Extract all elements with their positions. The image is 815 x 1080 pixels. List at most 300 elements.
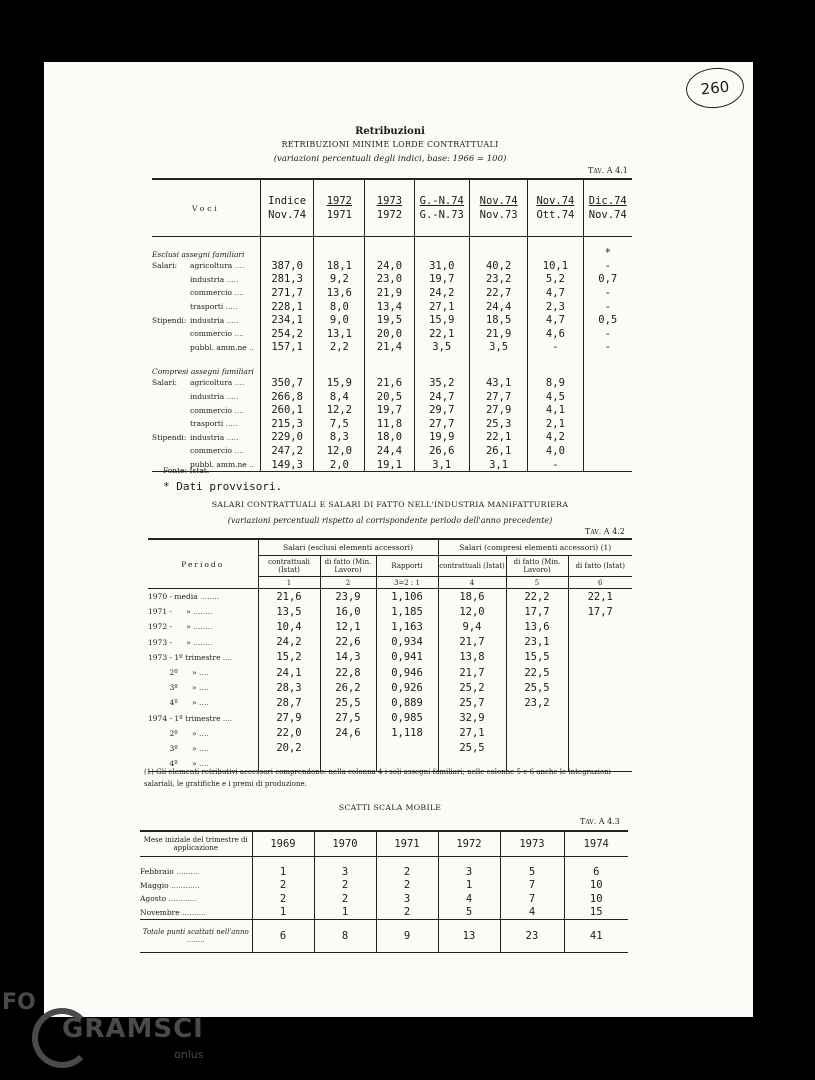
col-header: [414, 179, 469, 237]
table-cell: 247,2: [260, 444, 314, 458]
empty-cell: [260, 354, 314, 376]
row-label: [140, 865, 252, 879]
row-category: Salari:: [152, 261, 177, 271]
leader-dots: ........: [193, 607, 213, 617]
empty-cell: [314, 237, 365, 260]
leader-dots: ....: [234, 261, 245, 271]
month-label: Febbraio: [140, 867, 174, 877]
table1-title: RETRIBUZIONI MINIME LORDE CONTRATTUALI: [281, 140, 499, 149]
table-cell: [583, 390, 632, 404]
table-cell: 43,1: [469, 376, 527, 390]
table-cell: 2,0: [314, 458, 365, 472]
table-cell: 266,8: [260, 390, 314, 404]
table-row: [140, 892, 628, 906]
table-cell: 0,946: [376, 665, 438, 680]
table-cell: 0,926: [376, 680, 438, 695]
table-cell: 4,1: [528, 403, 583, 417]
table-cell: [376, 741, 438, 756]
leader-dots: ............: [168, 894, 198, 904]
table-cell: 21,7: [438, 665, 506, 680]
col-number: 6: [568, 577, 632, 589]
table-cell: 19,5: [365, 313, 414, 327]
table-cell: 2,2: [314, 341, 365, 355]
period-label: 1973 - »: [148, 637, 191, 647]
table-cell: 26,1: [469, 444, 527, 458]
col-header: [260, 179, 314, 237]
table-row: [152, 376, 632, 390]
table-cell: 22,0: [258, 726, 320, 741]
row-item: industria: [190, 315, 225, 325]
table-cell: [568, 635, 632, 650]
row-category: Stipendi:: [152, 432, 187, 442]
table-cell: 1,118: [376, 726, 438, 741]
table-cell: 4: [438, 892, 500, 906]
table-cell: 12,1: [320, 619, 376, 634]
table-cell: 12,2: [314, 403, 365, 417]
table-row: [140, 906, 628, 920]
row-label: [140, 892, 252, 906]
table-cell: 23,1: [506, 635, 568, 650]
table-cell: [506, 741, 568, 756]
leader-dots: ..: [249, 342, 254, 352]
table-cell: 0,941: [376, 650, 438, 665]
empty-cell: [528, 354, 583, 376]
table-cell: 21,6: [365, 376, 414, 390]
table-row: [152, 327, 632, 341]
table-row: [148, 726, 632, 741]
table-cell: 27,7: [469, 390, 527, 404]
period-label: 4º »: [148, 698, 197, 708]
table-cell: -: [528, 458, 583, 472]
leader-dots: ....: [199, 698, 209, 708]
table-row: [152, 300, 632, 314]
table-cell: 2: [376, 906, 438, 920]
col-header-bottom: Ott.74: [536, 209, 575, 221]
table-cell: 18,6: [438, 589, 506, 605]
table-cell: [568, 711, 632, 726]
table-cell: 25,5: [438, 741, 506, 756]
sub-header: di fatto (Istat): [568, 556, 632, 577]
empty-cell: [564, 857, 628, 866]
table-cell: 13,1: [314, 327, 365, 341]
leader-dots: ....: [234, 378, 245, 388]
table-cell: [583, 376, 632, 390]
group-row: [152, 354, 632, 376]
table-cell: 1: [314, 906, 376, 920]
table-row: [152, 403, 632, 417]
table-row: [148, 650, 632, 665]
table-cell: 22,1: [469, 431, 527, 445]
table-cell: 16,0: [320, 604, 376, 619]
table-cell: 157,1: [260, 341, 314, 355]
col-header-top: Indice: [268, 195, 307, 207]
table1-source: Fonte: Istat.: [163, 466, 210, 475]
table-cell: -: [583, 259, 632, 273]
leader-dots: ....: [234, 288, 245, 298]
row-label: [140, 906, 252, 920]
col-header: [314, 179, 365, 237]
table-cell: 19,9: [414, 431, 469, 445]
table-cell: 1: [438, 879, 500, 893]
table-cell: 27,7: [414, 417, 469, 431]
table-cell: 4,5: [528, 390, 583, 404]
table-row: [152, 390, 632, 404]
table-cell: [583, 403, 632, 417]
table3-title: SCATTI SCALA MOBILE: [338, 803, 442, 812]
table-cell: 24,4: [469, 300, 527, 314]
empty-cell: [376, 857, 438, 866]
table-row: [152, 431, 632, 445]
row-label: [148, 589, 258, 605]
table-cell: 24,4: [365, 444, 414, 458]
row-label: [148, 726, 258, 741]
col-number: 2: [320, 577, 376, 589]
table-cell: 2: [252, 892, 314, 906]
table-cell: 271,7: [260, 286, 314, 300]
table-cell: 22,6: [320, 635, 376, 650]
row-label: [148, 635, 258, 650]
col-header-top: 1972: [326, 195, 352, 207]
total-cell: 6: [252, 920, 314, 953]
sub-header: contrattuali (Istat): [258, 556, 320, 577]
period-label: 3º »: [148, 743, 197, 753]
empty-cell: [252, 857, 314, 866]
period-label: 1972 - »: [148, 622, 191, 632]
table-cell: 9,4: [438, 619, 506, 634]
table-cell: 27,5: [320, 711, 376, 726]
page-number: 260: [684, 65, 746, 111]
total-cell: 23: [500, 920, 564, 953]
leader-dots: ....: [234, 405, 245, 415]
table-cell: 1: [252, 865, 314, 879]
table-cell: 31,0: [414, 259, 469, 273]
table-cell: -: [583, 327, 632, 341]
row-item: agricoltura: [190, 378, 233, 388]
table-cell: 24,1: [258, 665, 320, 680]
sub-header: di fatto (Min. Lavoro): [506, 556, 568, 577]
table-row: [140, 865, 628, 879]
table-cell: 387,0: [260, 259, 314, 273]
table-cell: 15,5: [506, 650, 568, 665]
header-periodo: Periodo: [148, 539, 258, 589]
col-header-bottom: 1971: [326, 209, 352, 221]
table2-subtitle: (variazioni percentuali rispetto al corrispondente periodo dell'anno precedente): [227, 516, 553, 525]
row-item: industria: [190, 274, 225, 284]
table-cell: 10,4: [258, 619, 320, 634]
table-cell: 1,106: [376, 589, 438, 605]
period-label: 1974 - 1º trimestre: [148, 713, 221, 723]
leader-dots: ....: [199, 683, 209, 693]
table-cell: 25,5: [506, 680, 568, 695]
table-cell: 22,2: [506, 589, 568, 605]
row-label: [152, 417, 260, 431]
table-cell: 7,5: [314, 417, 365, 431]
table-cell: 19,1: [365, 458, 414, 472]
table-cell: 18,0: [365, 431, 414, 445]
row-label: [148, 604, 258, 619]
table-cell: 2,3: [528, 300, 583, 314]
table-cell: 17,7: [568, 604, 632, 619]
table-cell: 22,1: [414, 327, 469, 341]
leader-dots: ............: [171, 880, 200, 890]
table-row: [148, 695, 632, 710]
row-item: commercio: [190, 288, 233, 298]
table1-tav: Tav. A 4.1: [588, 166, 628, 175]
period-label: 1973 - 1º trimestre: [148, 652, 221, 662]
total-row: [140, 920, 628, 953]
table-cell: 15,9: [314, 376, 365, 390]
row-label: [152, 286, 260, 300]
period-label: 1971 - »: [148, 607, 191, 617]
table-cell: 2: [376, 879, 438, 893]
period-label: 1970 - media: [148, 592, 198, 602]
table-cell: 18,1: [314, 259, 365, 273]
table-cell: 2: [376, 865, 438, 879]
table-cell: 3: [438, 865, 500, 879]
period-label: 3º »: [148, 683, 197, 693]
row-item: commercio: [190, 329, 233, 339]
year-header: 1971: [376, 831, 438, 857]
table-cell: 5,2: [528, 273, 583, 287]
col-number: 4: [438, 577, 506, 589]
row-item: agricoltura: [190, 261, 233, 271]
table-cell: 260,1: [260, 403, 314, 417]
table-cell: 8,4: [314, 390, 365, 404]
spacer-row: [140, 857, 628, 866]
table-cell: 1: [252, 906, 314, 920]
table-cell: [583, 458, 632, 472]
table-cell: 13,5: [258, 604, 320, 619]
empty-cell: [365, 237, 414, 260]
col-number: 3=2 : 1: [376, 577, 438, 589]
table-cell: [568, 680, 632, 695]
table-cell: 4: [500, 906, 564, 920]
table-cell: 3,1: [469, 458, 527, 472]
table2: [148, 538, 632, 772]
row-label: [148, 741, 258, 756]
table1: [152, 178, 632, 472]
table-cell: 24,0: [365, 259, 414, 273]
row-label: [152, 327, 260, 341]
table-row: [152, 444, 632, 458]
table-cell: 19,7: [414, 273, 469, 287]
row-item: commercio: [190, 446, 233, 456]
year-header: 1969: [252, 831, 314, 857]
table-cell: 3: [314, 865, 376, 879]
col-header-bottom: Nov.73: [479, 209, 518, 221]
section-title: Retribuzioni: [355, 126, 425, 137]
row-label: [152, 431, 260, 445]
table1-subtitle: (variazioni percentuali degli indici, base: 1966 = 100): [273, 154, 507, 164]
leader-dots: .....: [226, 392, 239, 402]
table-cell: 24,7: [414, 390, 469, 404]
row-item: pubbl. amm.ne: [190, 460, 247, 470]
row-label: [140, 879, 252, 893]
table-cell: 23,0: [365, 273, 414, 287]
table-cell: 20,5: [365, 390, 414, 404]
table-cell: 24,2: [258, 635, 320, 650]
table-cell: 7: [500, 879, 564, 893]
empty-cell: [583, 354, 632, 376]
empty-cell: [260, 237, 314, 260]
col-header-bottom: G.-N.73: [419, 209, 464, 221]
table-cell: 24,6: [320, 726, 376, 741]
table-row: [148, 589, 632, 605]
leader-dots: ....: [222, 713, 233, 723]
table-cell: 21,9: [469, 327, 527, 341]
sub-header: di fatto (Min. Lavoro): [320, 556, 376, 577]
row-label: [148, 680, 258, 695]
table-cell: 22,5: [506, 665, 568, 680]
empty-cell: [414, 237, 469, 260]
table-cell: 4,6: [528, 327, 583, 341]
table-cell: 15: [564, 906, 628, 920]
col-number: 1: [258, 577, 320, 589]
col-header-bottom: Nov.74: [588, 209, 627, 221]
table-row: [152, 313, 632, 327]
table-cell: -: [528, 341, 583, 355]
col-header: [365, 179, 414, 237]
table-cell: 22,7: [469, 286, 527, 300]
leader-dots: .....: [225, 419, 238, 429]
total-cell: 8: [314, 920, 376, 953]
year-header: 1972: [438, 831, 500, 857]
col-header-bottom: Nov.74: [268, 209, 307, 221]
table-row: [152, 286, 632, 300]
row-label: [148, 711, 258, 726]
table-cell: 27,1: [414, 300, 469, 314]
row-item: commercio: [190, 405, 233, 415]
table-cell: 0,5: [583, 313, 632, 327]
table-cell: 3: [376, 892, 438, 906]
table1-footnote: * Dati provvisori.: [163, 480, 283, 493]
table-cell: 6: [564, 865, 628, 879]
table-cell: [568, 665, 632, 680]
table-cell: 4,7: [528, 286, 583, 300]
table-cell: 2,1: [528, 417, 583, 431]
empty-cell: [438, 857, 500, 866]
table-cell: 28,7: [258, 695, 320, 710]
table-cell: 5: [438, 906, 500, 920]
col-header-bottom: 1972: [376, 209, 403, 221]
header-mese: Mese iniziale del trimestre di applicazione: [140, 831, 252, 857]
watermark-main: GRAMSCI: [62, 1014, 204, 1044]
table-row: [152, 259, 632, 273]
table-cell: 27,1: [438, 726, 506, 741]
table-row: [152, 458, 632, 472]
table-cell: 18,5: [469, 313, 527, 327]
table-cell: 3,1: [414, 458, 469, 472]
empty-cell: [314, 354, 365, 376]
table-cell: 21,4: [365, 341, 414, 355]
leader-dots: ..: [249, 460, 254, 470]
leader-dots: ....: [222, 652, 233, 662]
row-label: [148, 619, 258, 634]
table-cell: 13,6: [506, 619, 568, 634]
period-label: 4º »: [148, 759, 197, 769]
col-number: 5: [506, 577, 568, 589]
table-cell: 25,7: [438, 695, 506, 710]
table3: [140, 830, 628, 953]
table-cell: 32,9: [438, 711, 506, 726]
table-cell: 29,7: [414, 403, 469, 417]
total-cell: 41: [564, 920, 628, 953]
table-row: [148, 680, 632, 695]
table-row: [148, 604, 632, 619]
period-label: 2º »: [148, 668, 197, 678]
total-label: Totale punti scattati nell'anno: [142, 928, 249, 936]
table-cell: 10: [564, 879, 628, 893]
table-cell: 21,9: [365, 286, 414, 300]
table-cell: 1,185: [376, 604, 438, 619]
row-category: Stipendi:: [152, 315, 187, 325]
leader-dots: ....: [199, 668, 209, 678]
table-row: [152, 417, 632, 431]
row-label: [148, 695, 258, 710]
table-cell: 20,2: [258, 741, 320, 756]
month-label: Agosto: [140, 894, 167, 904]
table-cell: 40,2: [469, 259, 527, 273]
leader-dots: ........: [200, 592, 220, 602]
table-cell: 17,7: [506, 604, 568, 619]
table-cell: [583, 444, 632, 458]
table3-tav: Tav. A 4.3: [580, 817, 620, 826]
table-row: [148, 619, 632, 634]
table-cell: [568, 741, 632, 756]
table-cell: 35,2: [414, 376, 469, 390]
table-cell: 23,2: [506, 695, 568, 710]
table-cell: 20,0: [365, 327, 414, 341]
group-row: [152, 237, 632, 260]
empty-cell: [528, 237, 583, 260]
table-row: [152, 273, 632, 287]
table-cell: 12,0: [314, 444, 365, 458]
row-label: [152, 300, 260, 314]
table-cell: 13,4: [365, 300, 414, 314]
leader-dots: ........: [193, 622, 213, 632]
empty-cell: [414, 354, 469, 376]
empty-cell: [314, 857, 376, 866]
table-row: [140, 879, 628, 893]
table2-note: (1) Gli elementi retributivi accessori comprendono: nella colonna 4 i soli assegni familiari; nelle colonne 5 e 6 anche le integrazioni salariali, le gratifiche e i premi di produzione.: [144, 768, 611, 788]
table-cell: 8,9: [528, 376, 583, 390]
col-header-top: Nov.74: [479, 195, 518, 207]
table-cell: 0,985: [376, 711, 438, 726]
table-cell: 13,6: [314, 286, 365, 300]
table-cell: 25,5: [320, 695, 376, 710]
table-cell: 9,2: [314, 273, 365, 287]
table-cell: 5: [500, 865, 564, 879]
year-header: 1970: [314, 831, 376, 857]
table-cell: 25,2: [438, 680, 506, 695]
empty-cell: [365, 354, 414, 376]
table-cell: 350,7: [260, 376, 314, 390]
table-row: [148, 711, 632, 726]
table-cell: 23,2: [469, 273, 527, 287]
table-cell: [506, 726, 568, 741]
table-cell: -: [583, 286, 632, 300]
table-cell: 0,7: [583, 273, 632, 287]
row-label: [148, 665, 258, 680]
row-label: [152, 259, 260, 273]
row-item: trasporti: [190, 419, 224, 429]
table-cell: [568, 695, 632, 710]
star-mark: *: [583, 237, 632, 260]
group-label: Compresi assegni familiari: [152, 367, 254, 377]
col-header: [583, 179, 632, 237]
table-cell: 25,3: [469, 417, 527, 431]
row-label: [152, 273, 260, 287]
